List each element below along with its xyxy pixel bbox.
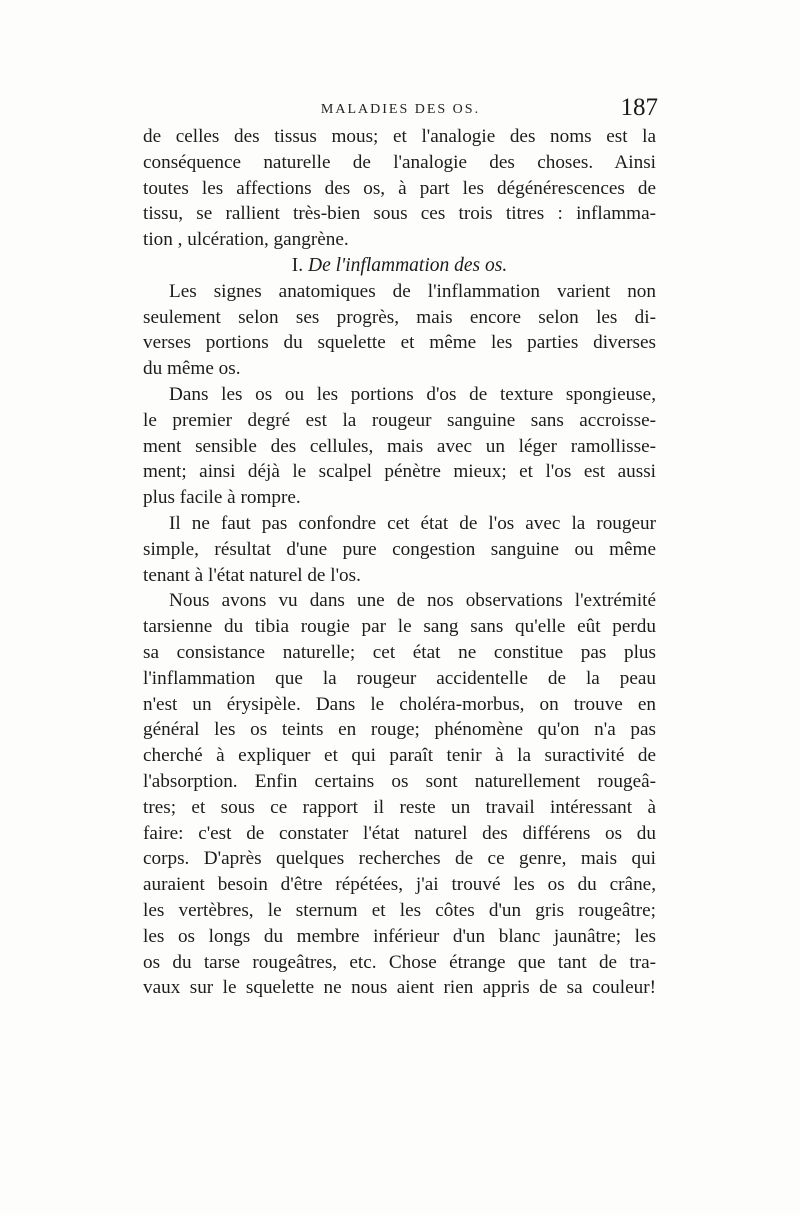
text-line: seulement selon ses progrès, mais encore selon les di- bbox=[143, 306, 656, 328]
text-line: l'inflammation que la rougeur accidentelle de la peau bbox=[143, 667, 656, 689]
text-line: le premier degré est la rougeur sanguine sans accroisse- bbox=[143, 409, 656, 431]
text-line: tion , ulcération, gangrène. bbox=[143, 229, 349, 251]
section-number: I. bbox=[291, 254, 304, 276]
text-line: général les os teints en rouge; phénomène qu'on n'a pas bbox=[143, 719, 656, 741]
text-line: auraient besoin d'être répétées, j'ai trouvé les os du crâne, bbox=[143, 874, 656, 896]
paragraph-2 bbox=[143, 279, 656, 382]
text-line: sa consistance naturelle; cet état ne constitue pas plus bbox=[143, 641, 656, 663]
page-header bbox=[143, 94, 658, 124]
text-line: conséquence naturelle de l'analogie des choses. Ainsi bbox=[143, 151, 656, 173]
text-line: les vertèbres, le sternum et les côtes d'un gris rougeâtre; bbox=[143, 899, 656, 921]
paragraph-1 bbox=[143, 124, 656, 253]
section-heading bbox=[143, 253, 656, 279]
text-line: os du tarse rougeâtres, etc. Chose étrange que tant de tra- bbox=[143, 951, 656, 973]
text-line: tarsienne du tibia rougie par le sang sans qu'elle eût perdu bbox=[143, 616, 656, 638]
running-title: MALADIES DES OS. bbox=[320, 102, 481, 117]
paragraph-3 bbox=[143, 382, 656, 511]
text-line: verses portions du squelette et même les parties diverses bbox=[143, 332, 656, 354]
text-line: Il ne faut pas confondre cet état de l'os avec la rougeur bbox=[169, 512, 656, 534]
page-number: 187 bbox=[620, 94, 658, 121]
text-line: simple, résultat d'une pure congestion sanguine ou même bbox=[143, 538, 656, 560]
text-line: Les signes anatomiques de l'inflammation varient non bbox=[169, 280, 656, 302]
text-line: ment; ainsi déjà le scalpel pénètre mieux; et l'os est aussi bbox=[143, 461, 656, 483]
body-text bbox=[143, 124, 656, 1001]
paragraph-4 bbox=[143, 511, 656, 588]
text-line: Dans les os ou les portions d'os de texture spongieuse, bbox=[169, 383, 656, 405]
text-line: Nous avons vu dans une de nos observations l'extrémité bbox=[169, 590, 656, 612]
text-line: corps. D'après quelques recherches de ce genre, mais qui bbox=[143, 848, 656, 870]
text-line: l'absorption. Enfin certains os sont naturellement rougeâ- bbox=[143, 770, 656, 792]
text-line: tissu, se rallient très-bien sous ces trois titres : inflamma- bbox=[143, 203, 656, 225]
text-line: ment sensible des cellules, mais avec un léger ramollisse- bbox=[143, 435, 656, 457]
text-line: plus facile à rompre. bbox=[143, 487, 301, 509]
text-line: les os longs du membre inférieur d'un blanc jaunâtre; les bbox=[143, 925, 656, 947]
text-line: faire: c'est de constater l'état naturel des différens os du bbox=[143, 822, 656, 844]
paragraph-5 bbox=[143, 588, 656, 1001]
text-line: tenant à l'état naturel de l'os. bbox=[143, 564, 361, 586]
text-line: n'est un érysipèle. Dans le choléra-morbus, on trouve en bbox=[143, 693, 656, 715]
text-line: cherché à expliquer et qui paraît tenir à la suractivité de bbox=[143, 745, 656, 767]
text-line: toutes les affections des os, à part les dégénérescences de bbox=[143, 177, 656, 199]
text-line: tres; et sous ce rapport il reste un travail intéressant à bbox=[143, 796, 656, 818]
section-title: De l'inflammation des os. bbox=[308, 254, 508, 276]
text-line: vaux sur le squelette ne nous aient rien appris de sa couleur! bbox=[143, 977, 656, 999]
text-line: du même os. bbox=[143, 358, 241, 380]
text-line: de celles des tissus mous; et l'analogie des noms est la bbox=[143, 126, 656, 147]
